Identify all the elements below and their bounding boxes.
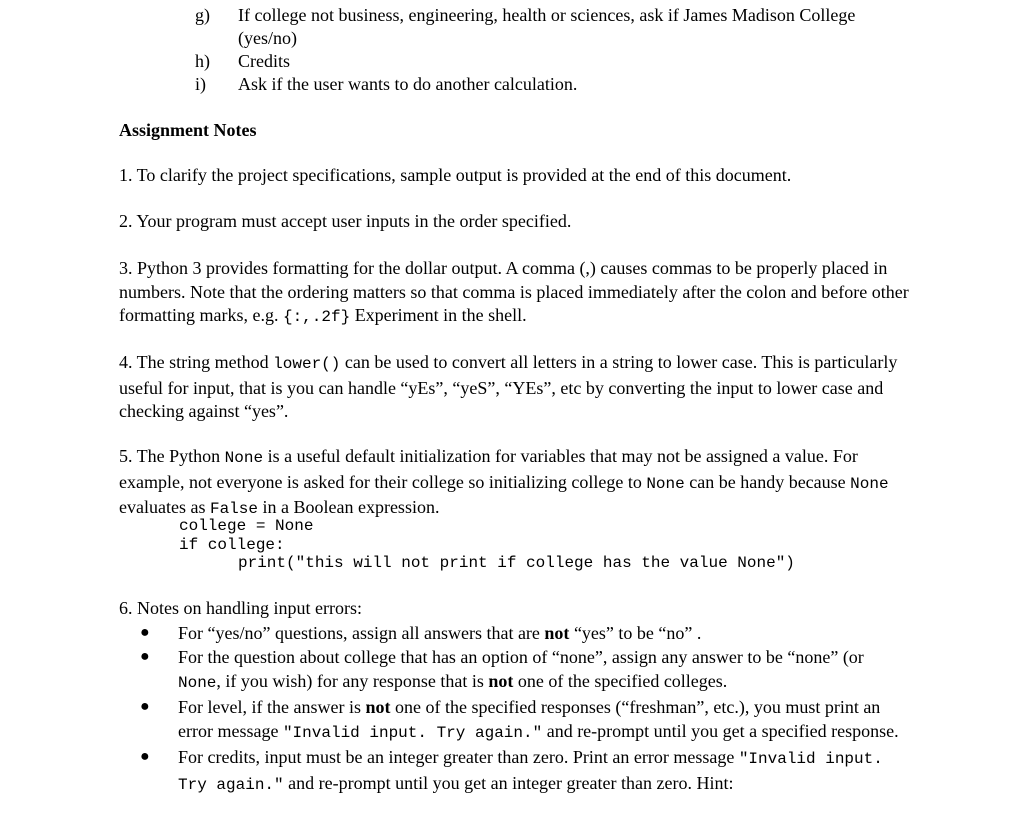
bullet-list	[140, 621, 910, 797]
list-item	[140, 621, 910, 645]
bullet-icon: ●	[140, 698, 150, 715]
bullet-text-part: “yes” to be “no” .	[569, 623, 702, 643]
false-code: False	[209, 500, 258, 518]
none-code: None	[178, 674, 217, 692]
code-line: print("this will not print if college has the value None")	[238, 554, 795, 572]
note-5-text: 5. The Python	[119, 446, 225, 466]
note-5	[119, 445, 909, 522]
code-sample	[179, 517, 795, 573]
note-3-text: 3. Python 3 provides formatting for the dollar output. A comma (,) causes commas to be properly placed in numbers. Note that the ordering matters so that comma is placed immediately after the colon and before other formatting marks, e.g.	[119, 258, 909, 325]
list-marker: i)	[195, 74, 206, 94]
bullet-text	[178, 621, 910, 645]
list-item	[140, 745, 910, 797]
bullet-text-part: For the question about college that has an option of “none”, assign any answer to be “none” (or	[178, 647, 864, 667]
bullet-text-part: For “yes/no” questions, assign all answers that are	[178, 623, 545, 643]
bullet-text-part: and re-prompt until you get a specified response.	[542, 721, 899, 741]
bullet-text	[178, 645, 910, 695]
none-code: None	[646, 474, 685, 493]
bullet-text-part: , if you wish) for any response that is	[216, 671, 489, 691]
list-marker: g)	[195, 5, 210, 25]
error-message-code: "Invalid input. Try again."	[178, 750, 883, 794]
list-item	[195, 50, 895, 73]
error-message-code: "Invalid input. Try again."	[282, 724, 543, 742]
list-item	[195, 73, 895, 96]
format-spec-code: {:,.2f}	[282, 308, 351, 326]
bold-text: not	[488, 671, 514, 691]
bullet-text-part: one of the specified colleges.	[513, 671, 728, 691]
bullet-icon: ●	[140, 748, 150, 765]
bullet-text-part: For level, if the answer is	[178, 697, 366, 717]
bullet-text-part: For credits, input must be an integer greater than zero. Print an error message	[178, 747, 739, 767]
bullet-text	[178, 695, 910, 745]
none-code: None	[224, 449, 264, 467]
list-item-text: Ask if the user wants to do another calculation.	[238, 74, 578, 94]
code-line: if college:	[179, 535, 285, 554]
note-6-title: 6. Notes on handling input errors:	[119, 598, 362, 618]
note-5-text-2: is a useful default initialization for variables that may not be assigned a value. For example, not everyone is asked for their college so initializing college to	[119, 446, 858, 492]
note-1: 1. To clarify the project specifications, sample output is provided at the end of this document.	[119, 165, 792, 185]
list-item	[140, 695, 910, 745]
lettered-list	[195, 4, 895, 96]
note-3	[119, 257, 909, 330]
bullet-text	[178, 745, 910, 797]
bullet-text-part: and re-prompt until you get an integer greater than zero. Hint:	[283, 773, 734, 793]
list-marker: h)	[195, 51, 210, 71]
bold-text: not	[365, 697, 391, 717]
note-2: 2. Your program must accept user inputs in the order specified.	[119, 211, 572, 231]
bullet-icon: ●	[140, 624, 150, 641]
list-item-text: If college not business, engineering, health or sciences, ask if James Madison College (yes/no)	[238, 5, 856, 48]
list-item-text: Credits	[238, 51, 290, 71]
list-item	[195, 4, 895, 50]
note-5-text-5: in a Boolean expression.	[257, 497, 440, 517]
note-3-text-end: Experiment in the shell.	[350, 305, 527, 325]
bullet-icon: ●	[140, 648, 150, 665]
note-5-text-3: can be handy because	[684, 471, 851, 492]
lower-method-code: lower()	[273, 355, 341, 373]
list-item	[140, 645, 910, 695]
note-5-text-4: evaluates as	[119, 497, 210, 517]
bold-text: not	[544, 623, 570, 643]
note-4-text: 4. The string method	[119, 352, 274, 372]
section-heading: Assignment Notes	[119, 120, 257, 140]
note-4-text-end: can be used to convert all letters in a string to lower case. This is particularly useful for input, that is you can handle “yEs”, “yeS”, “YEs”, etc by converting the input to lower case and checking against “yes”.	[119, 352, 898, 421]
code-line: college = None	[179, 517, 314, 535]
note-4	[119, 351, 909, 424]
bullet-text-part: one of the specified responses (“freshman”, etc.), you must print an error message	[178, 697, 881, 741]
none-code: None	[850, 474, 889, 493]
